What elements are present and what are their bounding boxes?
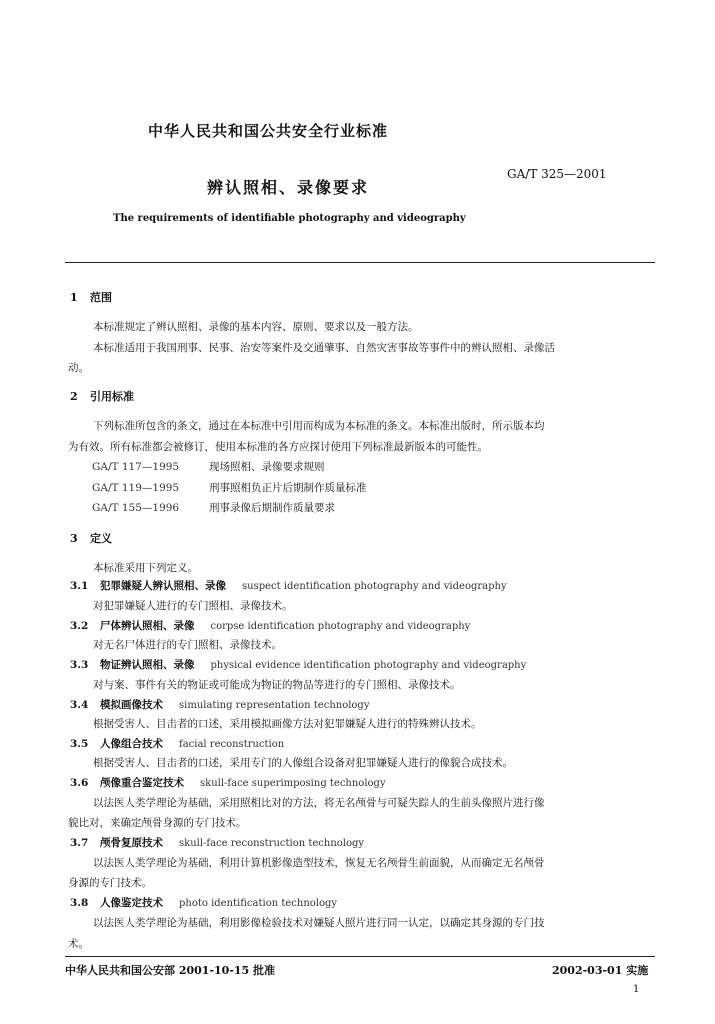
english-title: The requirements of identifiable photography and videography: [113, 213, 466, 224]
reference-code: GA/T 119—1995: [92, 482, 180, 494]
paragraph-continuation: 动。: [68, 362, 89, 374]
definition-number: 3.1: [70, 580, 89, 592]
definition-number: 3.2: [70, 620, 89, 632]
reference-name: 现场照相、录像要求规则: [209, 461, 325, 473]
definition-text: 对与案、事件有关的物证或可能成为物证的物品等进行的专门照相、录像技术。: [93, 679, 461, 691]
definition-term: [70, 835, 364, 850]
definition-text-continuation: 术。: [68, 938, 89, 950]
reference-code: GA/T 117—1995: [92, 461, 180, 473]
definition-term-en: facial reconstruction: [179, 739, 285, 750]
definition-term: [70, 578, 507, 593]
definition-term-zh: 物证辨认照相、录像: [100, 659, 195, 671]
definition-number: 3.8: [70, 897, 89, 909]
definition-text: 对无名尸体进行的专门照相、录像技术。: [93, 639, 282, 651]
paragraph: 本标准规定了辨认照相、录像的基本内容、原则、要求以及一般方法。: [93, 321, 419, 333]
section-number: 3: [70, 532, 78, 545]
definition-number: 3.6: [70, 777, 89, 789]
section-title: 定义: [90, 532, 112, 545]
page-title: 辨认照相、录像要求: [207, 178, 370, 197]
definition-term-zh: 人像鉴定技术: [100, 897, 163, 909]
definition-text: 根据受害人、目击者的口述，采用专门的人像组合设备对犯罪嫌疑人进行的像貌合成技术。: [93, 757, 513, 769]
header-divider: [65, 262, 655, 263]
definition-term-en: skull-face reconstruction technology: [179, 838, 365, 849]
paragraph: 下列标准所包含的条文，通过在本标准中引用而构成为本标准的条文。本标准出版时，所示版本均: [93, 420, 545, 432]
definition-term-zh: 颅像重合鉴定技术: [100, 777, 184, 789]
definition-number: 3.3: [70, 659, 89, 671]
section-title: 引用标准: [90, 390, 134, 403]
paragraph: 本标准采用下列定义。: [93, 562, 198, 574]
definition-term-en: corpse identification photography and videography: [210, 621, 471, 632]
definition-text: 对犯罪嫌疑人进行的专门照相、录像技术。: [93, 600, 293, 612]
section-3-heading: [70, 530, 112, 546]
reference-code: GA/T 155—1996: [92, 502, 180, 514]
definition-term-zh: 颅骨复原技术: [100, 837, 163, 849]
paragraph-continuation: 为有效。所有标准都会被修订，使用本标准的各方应探讨使用下列标准最新版本的可能性。: [68, 441, 488, 453]
definition-term: [70, 775, 386, 790]
definition-number: 3.4: [70, 699, 89, 711]
paragraph: 本标准适用于我国刑事、民事、治安等案件及交通肇事、自然灾害事故等事件中的辨认照相、录像活: [93, 342, 555, 354]
definition-term-en: suspect identification photography and videography: [242, 581, 507, 592]
definition-term-zh: 犯罪嫌疑人辨认照相、录像: [100, 580, 226, 592]
reference-name: 刑事录像后期制作质量要求: [209, 502, 335, 514]
definition-number: 3.7: [70, 837, 89, 849]
section-number: 2: [70, 390, 78, 403]
definition-text-continuation: 貌比对，来确定颅骨身源的专门技术。: [68, 817, 247, 829]
definition-term: [70, 895, 337, 910]
definition-term: [70, 657, 526, 672]
section-2-heading: [70, 388, 134, 404]
standard-type: 中华人民共和国公共安全行业标准: [148, 122, 389, 140]
reference-item: [92, 500, 335, 515]
definition-term-en: physical evidence identification photography and videography: [210, 660, 527, 671]
definition-term-zh: 尸体辨认照相、录像: [100, 620, 195, 632]
definition-number: 3.5: [70, 738, 89, 750]
definition-text: 以法医人类学理论为基础，利用计算机影像造型技术，恢复无名颅骨生前面貌，从而确定无名颅骨: [93, 857, 545, 869]
definition-term-zh: 人像组合技术: [100, 738, 163, 750]
effective-date: 2002-03-01 实施: [552, 964, 649, 977]
doc-code: GA/T 325—2001: [507, 167, 607, 181]
footer-divider: [65, 956, 655, 957]
definition-text: 以法医人类学理论为基础，利用影像检验技术对嫌疑人照片进行同一认定，以确定其身源的专门技: [93, 917, 545, 929]
definition-term: [70, 697, 369, 712]
reference-item: [92, 480, 367, 495]
section-number: 1: [70, 291, 78, 304]
definition-term: [70, 736, 284, 751]
definition-term-en: skull-face superimposing technology: [200, 778, 386, 789]
section-title: 范围: [90, 291, 112, 304]
page-number: 1: [633, 984, 640, 995]
definition-text: 根据受害人、目击者的口述，采用模拟画像方法对犯罪嫌疑人进行的特殊辨认技术。: [93, 718, 482, 730]
section-1-heading: [70, 289, 112, 305]
reference-item: [92, 459, 325, 474]
definition-term-zh: 模拟画像技术: [100, 699, 163, 711]
reference-name: 刑事照相负正片后期制作质量标准: [209, 482, 367, 494]
definition-term-en: photo identification technology: [179, 898, 338, 909]
definition-text: 以法医人类学理论为基础，采用照相比对的方法，将无名颅骨与可疑失踪人的生前头像照片进行像: [93, 797, 545, 809]
definition-term: [70, 618, 470, 633]
issued-date: 中华人民共和国公安部 2001-10-15 批准: [65, 964, 276, 977]
definition-text-continuation: 身源的专门技术。: [68, 877, 152, 889]
definition-term-en: simulating representation technology: [179, 700, 370, 711]
